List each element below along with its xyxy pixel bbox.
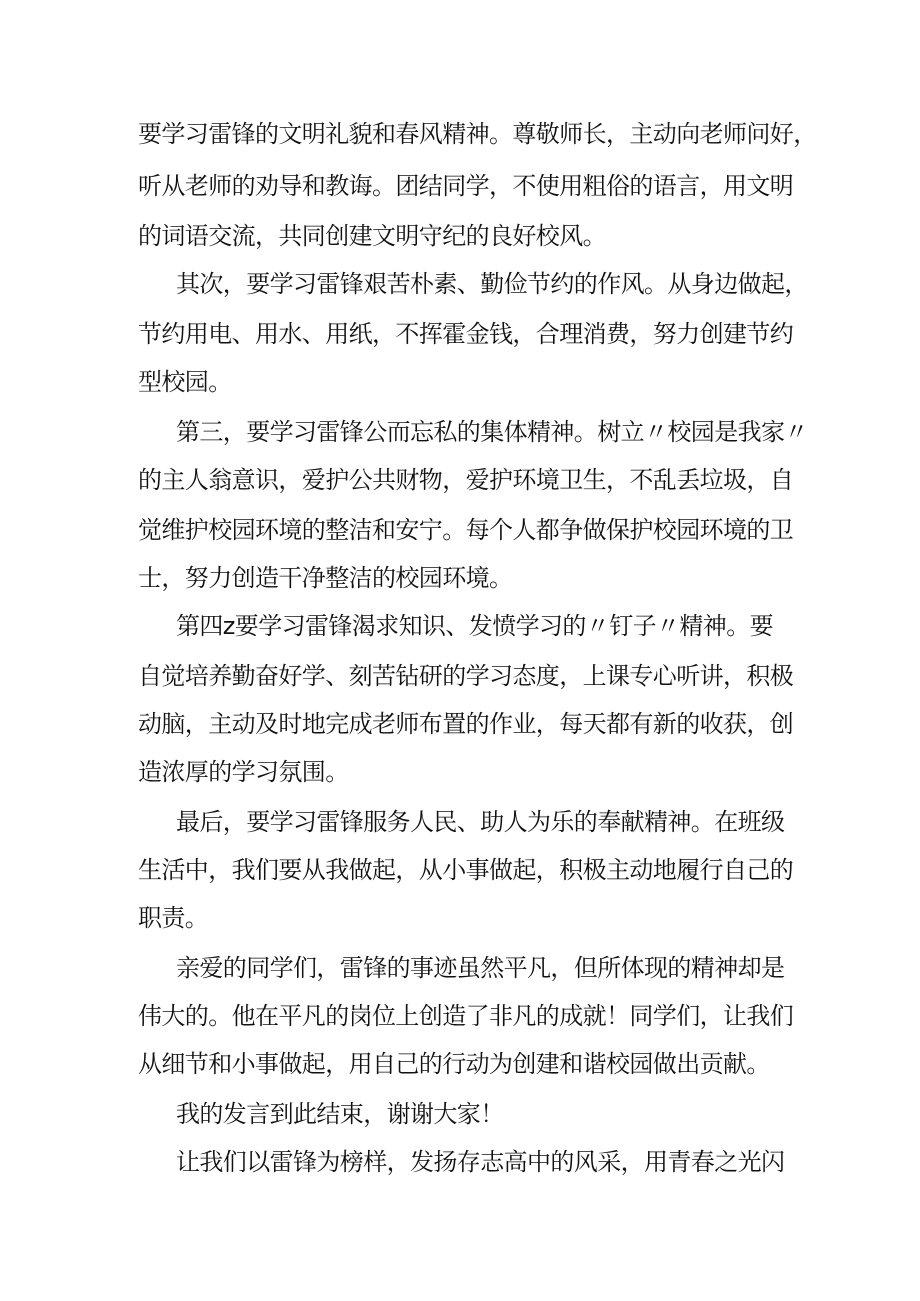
text-line: 自觉培养勤奋好学、刻苦钻研的学习态度，上课专心听讲，积极 (138, 662, 794, 690)
text-line: 听从老师的劝导和教诲。团结同学，不使用粗俗的语言，用文明 (138, 172, 794, 200)
text-line: 第三，要学习雷锋公而忘私的集体精神。树立〃校园是我家〃 (176, 418, 808, 446)
text-line: 动脑，主动及时地完成老师布置的作业，每天都有新的收获，创 (138, 710, 794, 738)
text-line: 型校园。 (138, 368, 232, 396)
text-line: 从细节和小事做起，用自己的行动为创建和谐校园做出贡献。 (138, 1050, 770, 1078)
text-line: 节约用电、用水、用纸，不挥霍金钱，合理消费，努力创建节约 (138, 320, 794, 348)
text-line: 其次，要学习雷锋艰苦朴素、勤俭节约的作风。从身边做起， (176, 270, 808, 298)
text-line: 生活中，我们要从我做起，从小事做起，积极主动地履行自己的 (138, 856, 794, 884)
text-line: 职责。 (138, 904, 209, 932)
text-line: 让我们以雷锋为榜样，发扬存志高中的风采，用青春之光闪 (176, 1148, 785, 1176)
text-line: 的词语交流，共同创建文明守纪的良好校风。 (138, 222, 606, 250)
text-line: 的主人翁意识，爱护公共财物，爱护环境卫生，不乱丢垃圾，自 (138, 466, 794, 494)
text-line: 我的发言到此结束，谢谢大家！ (176, 1100, 504, 1128)
text-line: 觉维护校园环境的整洁和安宁。每个人都争做保护校园环境的卫 (138, 516, 794, 544)
text-line: 伟大的。他在平凡的岗位上创造了非凡的成就！同学们，让我们 (138, 1002, 794, 1030)
text-line: 亲爱的同学们，雷锋的事迹虽然平凡，但所体现的精神却是 (176, 954, 785, 982)
text-line: 最后，要学习雷锋服务人民、助人为乐的奉献精神。在班级 (176, 808, 785, 836)
text-line: 第四z要学习雷锋渴求知识、发愤学习的〃钉子〃精神。要 (176, 612, 773, 640)
text-line: 造浓厚的学习氛围。 (138, 758, 349, 786)
text-line: 士，努力创造干净整洁的校园环境。 (138, 564, 513, 592)
text-line: 要学习雷锋的文明礼貌和春风精神。尊敬师长，主动向老师问好， (138, 120, 817, 148)
